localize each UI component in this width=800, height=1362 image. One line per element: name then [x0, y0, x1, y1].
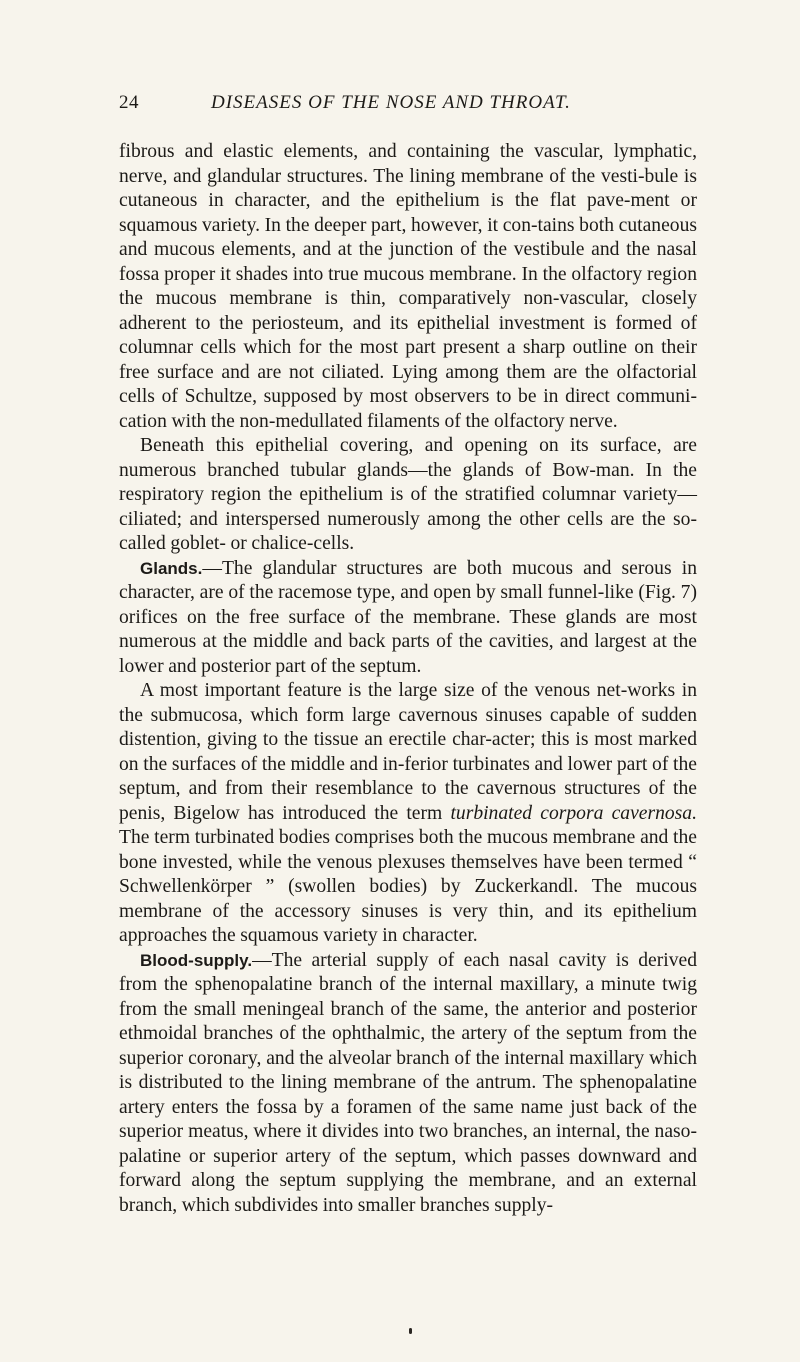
page-number: 24: [119, 92, 139, 113]
running-header: [119, 92, 697, 126]
body-text: [119, 140, 697, 1218]
section-heading-blood-supply: Blood-supply.: [140, 950, 253, 970]
paragraph-blood-supply-text: —The arterial supply of each nasal cavity is derived from the sphenopalatine branch of the internal maxillary, a minute twig from the small meningeal branch of the same, the anterior and posterior ethmoidal branches of the ophthalmic, the artery of the septum from the superior coronary, and the alveolar branch of the internal maxillary which is distributed to the lining membrane of the antrum. The sphenopalatine artery enters the fossa by a foramen of the same name just back of the superior meatus, where it divides into two branches, an internal, the naso-palatine or superior artery of the septum, which passes downward and forward along the septum supplying the membrane, and an external branch, which subdivides into smaller branches supply-: [119, 949, 697, 1216]
running-title: DISEASES OF THE NOSE AND THROAT.: [211, 92, 571, 113]
paragraph-epithelium: Beneath this epithelial covering, and opening on its surface, are numerous branched tubular glands—the glands of Bow-man. In the respiratory region the epithelium is of the stratified columnar variety—ciliated; and interspersed numerously among the other cells are the so-called goblet- or chalice-cells.: [119, 435, 697, 554]
paragraph-venous-text-b: The term turbinated bodies comprises both the mucous membrane and the bone invested, while the venous plexuses themselves have been termed “ Schwellenkörper ” (swollen bodies) by Zuckerkandl. The mucous membrane of the accessory sinuses is very thin, and its epithelium approaches the squamous variety in character.: [119, 827, 697, 946]
print-speck: [409, 1328, 412, 1334]
paragraph-blood-supply: [119, 949, 697, 1219]
paragraph-venous-networks: [119, 679, 697, 949]
paragraph-glands: [119, 557, 697, 680]
paragraph-continuation: fibrous and elastic elements, and containing the vascular, lymphatic, nerve, and glandular structures. The lining membrane of the vesti-bule is cutaneous in character, and the epithelium is the flat pave-ment or squamous variety. In the deeper part, however, it con-tains both cutaneous and mucous elements, and at the junction of the vestibule and the nasal fossa proper it shades into true mucous membrane. In the olfactory region the mucous membrane is thin, comparatively non-vascular, closely adherent to the periosteum, and its epithelial investment is formed of columnar cells which for the most part present a sharp outline on their free surface and are not ciliated. Lying among them are the olfactorial cells of Schultze, supposed by most observers to be in direct communi-cation with the non-medullated filaments of the olfactory nerve.: [119, 141, 697, 432]
italic-term: turbinated corpora cavernosa.: [450, 802, 697, 824]
paragraph-glands-text: —The glandular structures are both mucous and serous in character, are of the racemose type, and open by small funnel-like (Fig. 7) orifices on the free surface of the membrane. These glands are most numerous at the middle and back parts of the cavities, and largest at the lower and posterior part of the septum.: [119, 557, 697, 677]
section-heading-glands: Glands.: [140, 558, 203, 578]
paragraph-venous-text-a: A most important feature is the large size of the venous net-works in the submucosa, which form large cavernous sinuses capable of sudden distention, giving to the tissue an erectile char-acter; this is most marked on the surfaces of the middle and in-ferior turbinates and lower part of the septum, and from their resemblance to the cavernous structures of the penis, Bigelow has introduced the term: [119, 680, 697, 824]
